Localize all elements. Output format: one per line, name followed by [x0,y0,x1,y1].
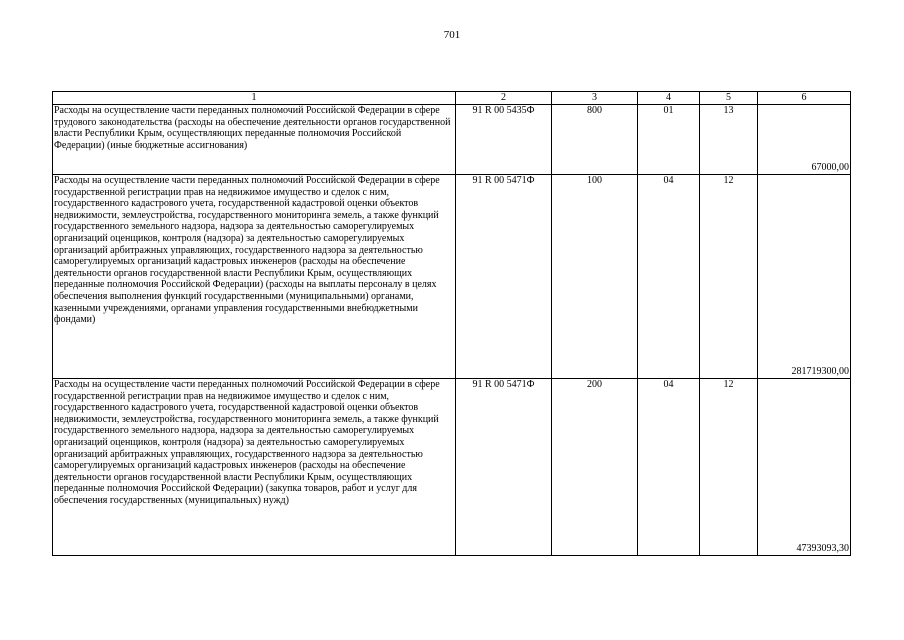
row-section: 04 [638,175,700,379]
row-expense-type: 800 [552,105,638,175]
row-expense-type: 100 [552,175,638,379]
column-header: 1 [53,92,456,105]
table-row [53,379,851,556]
table-row [53,175,851,379]
table-row [53,105,851,175]
row-description: Расходы на осуществление части переданных полномочий Российской Федерации в сфере трудового законодательства (расходы на обеспечение деятельности органов государственной власти Республики Крым, осуществляющих переданные полномочия Российской Федерации) (иные бюджетные ассигнования) [53,105,456,175]
row-target-code: 91 R 00 5471Ф [456,379,552,556]
row-subsection: 12 [700,379,758,556]
table-header-row [53,92,851,105]
row-target-code: 91 R 00 5471Ф [456,175,552,379]
row-subsection: 13 [700,105,758,175]
column-header: 5 [700,92,758,105]
column-header: 6 [758,92,851,105]
column-header: 4 [638,92,700,105]
row-description: Расходы на осуществление части переданных полномочий Российской Федерации в сфере государственной регистрации прав на недвижимое имущество и сделок с ним, государственного кадастрового учета, государственной кадастровой оценки объектов недвижимости, землеустройства, государственного мониторинга земель, а также функций государственного земельного надзора, надзора за деятельностью саморегулируемых организаций оценщиков, контроля (надзора) за деятельностью саморегулируемых организаций арбитражных управляющих, государственного надзора за деятельностью саморегулируемых организаций кадастровых инженеров (расходы на обеспечение деятельности органов государственной власти Республики Крым, осуществляющих переданные полномочия Российской Федерации) (расходы на выплаты персоналу в целях обеспечения выполнения функций государственными (муниципальными) органами, казенными учреждениями, органами управления государственными внебюджетными фондами) [53,175,456,379]
row-target-code: 91 R 00 5435Ф [456,105,552,175]
row-amount: 281719300,00 [758,175,851,379]
row-expense-type: 200 [552,379,638,556]
row-amount: 67000,00 [758,105,851,175]
row-subsection: 12 [700,175,758,379]
column-header: 2 [456,92,552,105]
page-number: 701 [443,29,461,41]
budget-table [52,91,851,556]
row-description: Расходы на осуществление части переданных полномочий Российской Федерации в сфере государственной регистрации прав на недвижимое имущество и сделок с ним, государственного кадастрового учета, государственной кадастровой оценки объектов недвижимости, землеустройства, государственного мониторинга земель, а также функций государственного земельного надзора, надзора за деятельностью саморегулируемых организаций оценщиков, контроля (надзора) за деятельностью саморегулируемых организаций арбитражных управляющих, государственного надзора за деятельностью саморегулируемых организаций кадастровых инженеров (расходы на обеспечение деятельности органов государственной власти Республики Крым, осуществляющих переданные полномочия Российской Федерации) (закупка товаров, работ и услуг для обеспечения государственных (муниципальных) нужд) [53,379,456,556]
row-amount: 47393093,30 [758,379,851,556]
row-section: 04 [638,379,700,556]
row-section: 01 [638,105,700,175]
column-header: 3 [552,92,638,105]
